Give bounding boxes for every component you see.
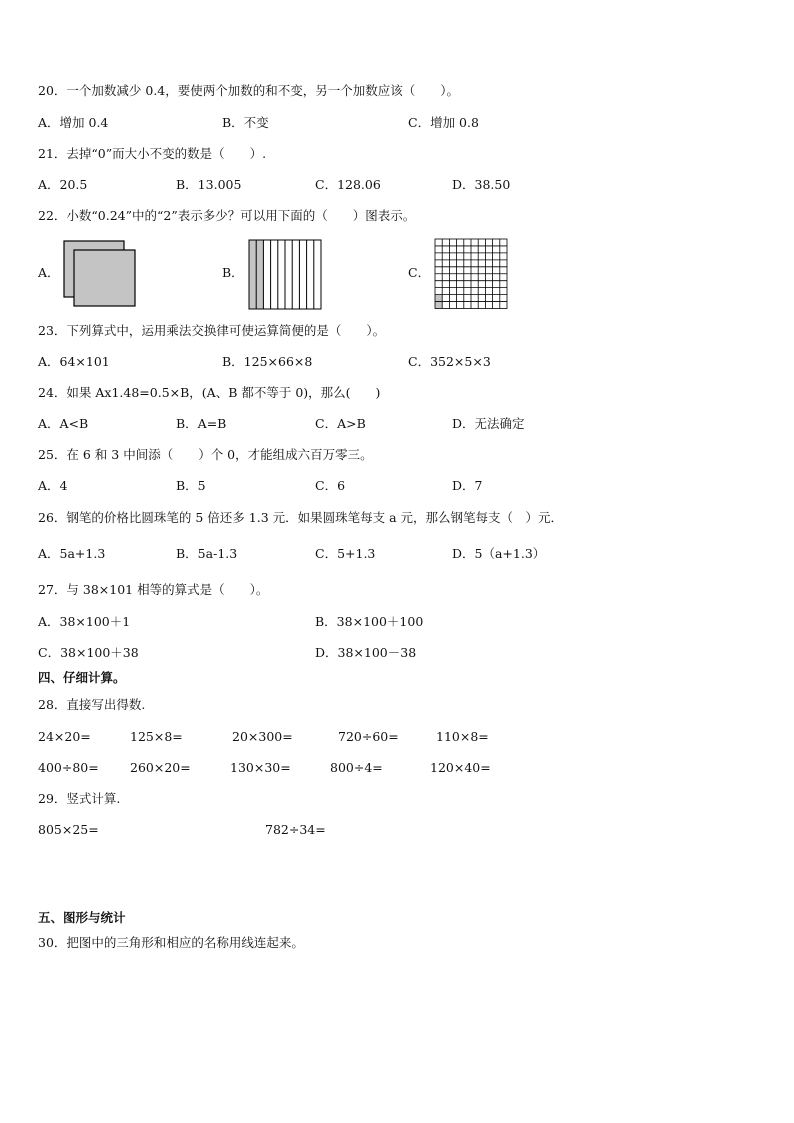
calc-item: 260×20= — [130, 760, 191, 775]
calc-item: 400÷80= — [38, 760, 99, 775]
option-a: A．38×100＋1 — [38, 614, 131, 629]
calc-item: 110×8= — [436, 729, 489, 744]
option-a: A．增加 0.4 — [38, 115, 109, 130]
option-c: C．352×5×3 — [408, 354, 491, 369]
figure-c-hundredths-grid — [434, 238, 508, 310]
question-23-stem: 23．下列算式中，运用乘法交换律可使运算简便的是（ ）。 — [38, 323, 386, 338]
option-d: D．7 — [452, 478, 483, 493]
question-29-stem: 29．竖式计算. — [38, 791, 121, 806]
option-c-label: C． — [408, 265, 431, 280]
option-d: D．无法确定 — [452, 416, 525, 431]
option-c: C．6 — [315, 478, 346, 493]
option-b: B．5a-1.3 — [176, 546, 238, 561]
question-25-stem: 25．在 6 和 3 中间添（ ）个 0，才能组成六百万零三。 — [38, 447, 373, 462]
question-24-stem: 24．如果 Ax1.48=0.5×B，(A、B 都不等于 0)，那么( ) — [38, 385, 381, 400]
calc-item: 120×40= — [430, 760, 491, 775]
calc-item: 125×8= — [130, 729, 183, 744]
option-c: C．A>B — [315, 416, 366, 431]
question-27-stem: 27．与 38×101 相等的算式是（ ）。 — [38, 582, 269, 597]
option-a-label: A． — [38, 265, 60, 280]
question-28-stem: 28．直接写出得数. — [38, 697, 146, 712]
calc-item: 24×20= — [38, 729, 91, 744]
option-b: B．A=B — [176, 416, 227, 431]
option-c: C．5+1.3 — [315, 546, 376, 561]
vertical-calc-item: 782÷34= — [265, 822, 326, 837]
option-b: B．13.005 — [176, 177, 242, 192]
option-a: A．A<B — [38, 416, 89, 431]
calc-item: 20×300= — [232, 729, 293, 744]
figure-b-tenths-strips — [248, 239, 323, 310]
calc-item: 130×30= — [230, 760, 291, 775]
option-a: A．5a+1.3 — [38, 546, 106, 561]
question-26-stem: 26．钢笔的价格比圆珠笔的 5 倍还多 1.3 元．如果圆珠笔每支 a 元，那么钢笔每支（ ）元． — [38, 510, 564, 525]
question-20-stem: 20．一个加数减少 0.4，要使两个加数的和不变，另一个加数应该（ ）。 — [38, 83, 460, 98]
question-30-stem: 30．把图中的三角形和相应的名称用线连起来。 — [38, 935, 304, 950]
option-a: A．4 — [38, 478, 68, 493]
question-21-stem: 21．去掉“0”而大小不变的数是（ ）. — [38, 146, 267, 161]
option-c: C．增加 0.8 — [408, 115, 479, 130]
option-d: D．5（a+1.3） — [452, 546, 546, 561]
option-d: D．38×100－38 — [315, 645, 417, 660]
option-d: D．38.50 — [452, 177, 511, 192]
section-heading-5: 五、图形与统计 — [38, 910, 126, 925]
option-b: B．5 — [176, 478, 206, 493]
option-b: B．38×100＋100 — [315, 614, 424, 629]
calc-item: 800÷4= — [330, 760, 383, 775]
option-a: A．64×101 — [38, 354, 110, 369]
option-c: C．128.06 — [315, 177, 381, 192]
option-a: A．20.5 — [38, 177, 88, 192]
section-heading-4: 四、仔细计算。 — [38, 670, 126, 685]
vertical-calc-item: 805×25= — [38, 822, 99, 837]
option-c: C．38×100＋38 — [38, 645, 139, 660]
option-b: B．125×66×8 — [222, 354, 313, 369]
option-b-label: B． — [222, 265, 244, 280]
question-22-stem: 22．小数“0.24”中的“2”表示多少？可以用下面的（ ）图表示。 — [38, 208, 416, 223]
figure-a-two-squares — [63, 240, 137, 308]
option-b: B．不变 — [222, 115, 269, 130]
calc-item: 720÷60= — [338, 729, 399, 744]
